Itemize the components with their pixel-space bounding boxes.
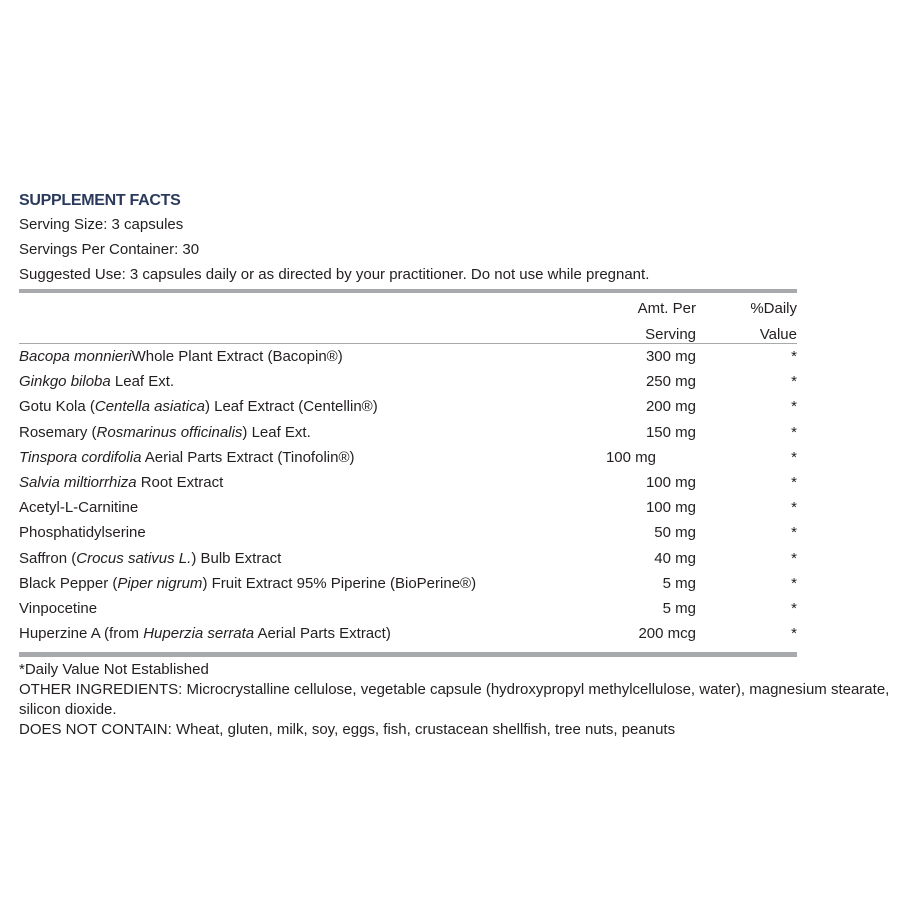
servings-per-container: Servings Per Container: 30 [19,241,200,258]
ingredient-amount: 5 mg [662,574,696,592]
ingredient-name: Acetyl-L-Carnitine [19,499,139,517]
ingredient-daily-value: * [791,524,797,542]
ingredient-amount: 300 mg [645,348,696,365]
table-row [19,420,797,445]
bottom-divider [19,652,797,657]
ingredient-name: Huperzine A (from Huperzia serrata Aerial Parts Extract) [19,625,391,643]
ingredient-name: Bacopa monnieriWhole Plant Extract (Bacopin®) [19,348,343,365]
ingredient-daily-value: * [791,574,797,592]
ingredient-daily-value: * [791,373,797,391]
ingredient-amount: 250 mg [645,373,696,391]
table-row [19,470,797,495]
does-not-contain: DOES NOT CONTAIN: Wheat, gluten, milk, soy, eggs, fish, crustacean shellfish, tree nuts, peanuts [19,721,676,739]
table-row [19,571,797,596]
amount-header: Amt. Per Serving [637,300,696,343]
table-row [19,520,797,545]
ingredient-amount: 100 mg [645,473,696,491]
table-row [19,394,797,419]
table-row [19,596,797,621]
serving-size: Serving Size: 3 capsules [19,216,184,233]
ingredient-name: Phosphatidylserine [19,524,146,542]
ingredient-amount: 5 mg [662,599,696,617]
ingredient-amount: 40 mg [654,549,696,567]
ingredient-name: Vinpocetine [19,599,98,617]
ingredient-amount: 100 mg [645,499,696,517]
other-ingredients: OTHER INGREDIENTS: Microcrystalline cellulose, vegetable capsule (hydroxypropyl methylcellulose, water), magnesium stearate, silicon dioxide. [19,681,890,719]
ingredient-name: Gotu Kola (Centella asiatica) Leaf Extract (Centellin®) [19,398,378,416]
panel-title: SUPPLEMENT FACTS [19,192,181,209]
table-row [19,344,797,369]
ingredient-amount: 150 mg [645,423,696,441]
table-row [19,546,797,571]
ingredient-daily-value: * [791,398,797,416]
table-row [19,495,797,520]
ingredient-name: Tinspora cordifolia Aerial Parts Extract (Tinofolin®) [19,448,355,466]
ingredient-name: Rosemary (Rosmarinus officinalis) Leaf Ext. [19,423,311,441]
ingredient-name: Ginkgo biloba Leaf Ext. [19,373,175,391]
ingredient-amount: 100 mg [605,448,656,466]
daily-value-footnote: *Daily Value Not Established [19,661,209,679]
suggested-use: Suggested Use: 3 capsules daily or as directed by your practitioner. Do not use while pregnant. [19,266,650,283]
footer [19,660,919,740]
ingredient-daily-value: * [791,448,797,466]
ingredient-name: Black Pepper (Piper nigrum) Fruit Extract 95% Piperine (BioPerine®) [19,574,477,592]
column-header [19,293,797,343]
daily-value-header: %Daily Value [750,300,797,343]
ingredient-amount: 50 mg [654,524,696,542]
ingredient-daily-value: * [791,473,797,491]
ingredient-daily-value: * [791,599,797,617]
table-row [19,445,797,470]
table-row [19,369,797,394]
ingredient-daily-value: * [791,549,797,567]
table-row [19,621,797,646]
ingredient-amount: 200 mcg [638,625,696,643]
ingredient-daily-value: * [791,348,797,365]
ingredient-name: Salvia miltiorrhiza Root Extract [19,473,224,491]
ingredient-daily-value: * [791,423,797,441]
ingredient-list [19,344,797,646]
ingredient-daily-value: * [791,625,797,643]
ingredient-name: Saffron (Crocus sativus L.) Bulb Extract [19,549,282,567]
ingredient-amount: 200 mg [645,398,696,416]
ingredient-daily-value: * [791,499,797,517]
supplement-facts-panel [19,190,919,740]
